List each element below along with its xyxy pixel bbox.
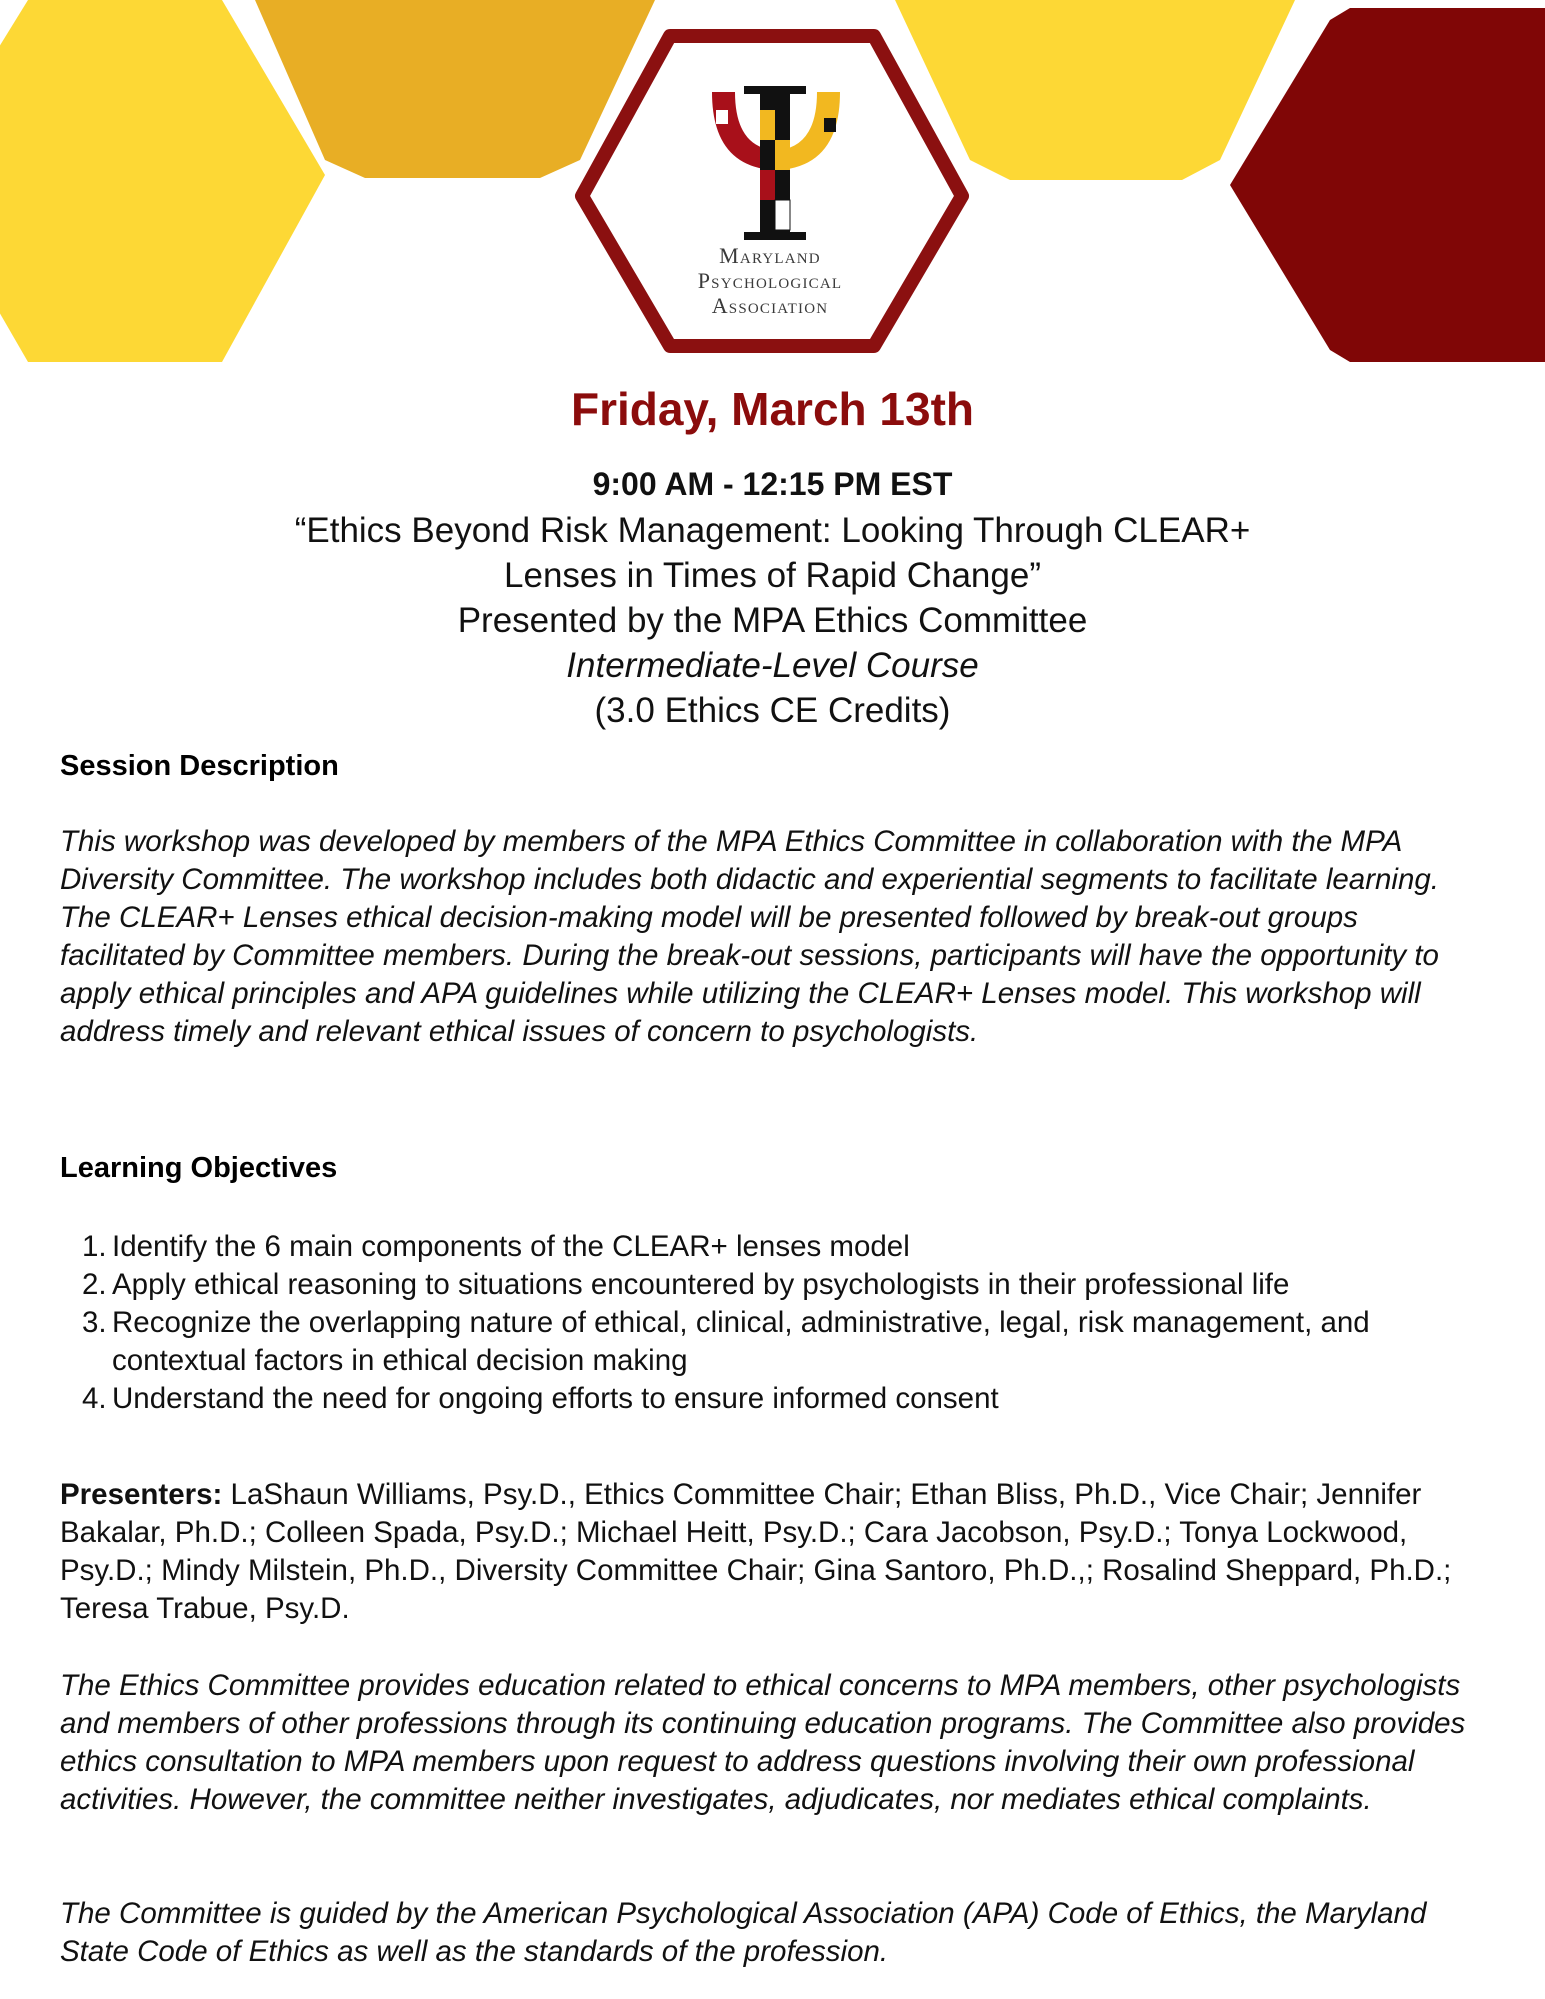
course-level: Intermediate-Level Course <box>566 646 979 685</box>
presenters-label: Presenters: <box>60 1478 223 1511</box>
ce-credits: (3.0 Ethics CE Credits) <box>594 691 951 730</box>
objective-text: Recognize the overlapping nature of ethical, clinical, administrative, legal, risk management, and contextual factors in ethical decision making <box>112 1306 1370 1377</box>
objective-text: Understand the need for ongoing efforts to ensure informed consent <box>112 1382 999 1415</box>
objective-text: Apply ethical reasoning to situations encountered by psychologists in their professional life <box>112 1268 1290 1301</box>
objective-item <box>60 1266 1490 1304</box>
logo-wordmark <box>640 243 900 318</box>
logo-line-2: Psychological <box>697 268 843 293</box>
committee-guided-text: The Committee is guided by the American Psychological Association (APA) Code of Ethics, the Maryland State Code of Ethics as well as the standards of the profession. <box>60 1897 1427 1968</box>
event-title-line-2: Lenses in Times of Rapid Change” <box>504 556 1041 595</box>
logo-line-3: Association <box>711 293 829 318</box>
event-time: 9:00 AM - 12:15 PM EST <box>592 466 953 502</box>
learning-objectives-heading: Learning Objectives <box>60 1152 338 1184</box>
event-date: Friday, March 13th <box>570 383 975 435</box>
objective-number: 1. <box>82 1230 107 1263</box>
session-description-text: This workshop was developed by members of the MPA Ethics Committee in collaboration with the MPA Diversity Committee. The workshop includes both didactic and experiential segments to facilitate learning. The CLEAR+ Lenses ethical decision-making model will be presented followed by break-out groups facilitated by Committee members. During the break-out sessions, participants will have the opportunity to apply ethical principles and APA guidelines while utilizing the CLEAR+ Lenses model. This workshop will address timely and relevant ethical issues of concern to psychologists. <box>60 825 1439 1048</box>
session-description-heading: Session Description <box>60 750 339 782</box>
event-title-line-1: “Ethics Beyond Risk Management: Looking Through CLEAR+ <box>294 511 1251 550</box>
objective-number: 4. <box>82 1382 107 1415</box>
committee-education-text: The Ethics Committee provides education related to ethical concerns to MPA members, other psychologists and members of other professions through its continuing education programs. The Committee also provides ethics consultation to MPA members upon request to address questions involving their own professional activities. However, the committee neither investigates, adjudicates, nor mediates ethical complaints. <box>60 1669 1466 1816</box>
presented-by: Presented by the MPA Ethics Committee <box>457 601 1088 640</box>
objective-item <box>60 1304 1490 1380</box>
presenters-paragraph <box>60 1476 1490 1628</box>
hexagon-yellow-right <box>895 0 1295 180</box>
presenters-list: LaShaun Williams, Psy.D., Ethics Committee Chair; Ethan Bliss, Ph.D., Vice Chair; Jennifer Bakalar, Ph.D.; Colleen Spada, Psy.D.; Michael Heitt, Psy.D.; Cara Jacobson, Psy.D.; Tonya Lockwood, Psy.D.; Mindy Milstein, Ph.D., Diversity Committee Chair; Gina Santoro, Ph.D.,; Rosalind Sheppard, Ph.D.; Teresa Trabue, Psy.D. <box>60 1478 1452 1625</box>
hexagon-gold <box>255 0 655 178</box>
objective-text: Identify the 6 main components of the CLEAR+ lenses model <box>112 1230 910 1263</box>
objective-number: 3. <box>82 1306 107 1339</box>
objective-number: 2. <box>82 1268 107 1301</box>
hexagon-maroon <box>1230 8 1545 362</box>
objective-item <box>60 1228 1490 1266</box>
learning-objectives-list <box>60 1228 1490 1418</box>
logo-line-1: Maryland <box>719 243 821 268</box>
objective-item <box>60 1380 1490 1418</box>
header-decoration <box>0 0 1545 380</box>
hexagon-yellow-left <box>0 0 325 362</box>
